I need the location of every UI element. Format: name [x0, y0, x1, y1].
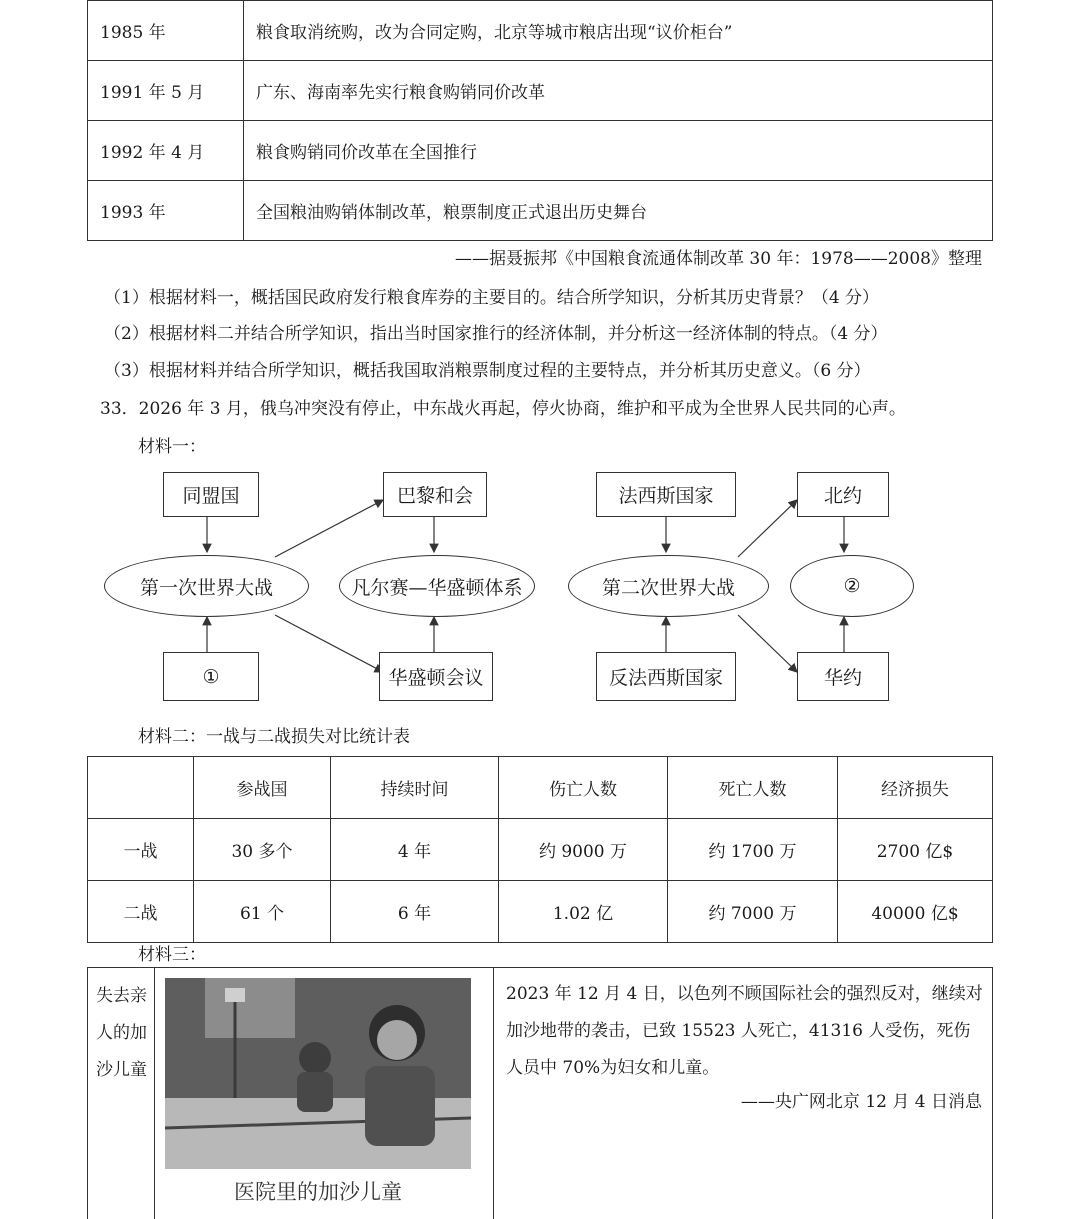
year-cell: 1992 年 4 月	[88, 121, 244, 181]
row-label: 一战	[88, 819, 194, 881]
paris-conference-box: 巴黎和会	[383, 472, 487, 517]
news-source: ——央广网北京 12 月 4 日消息	[740, 1092, 982, 1112]
table-cell: 6 年	[331, 881, 499, 943]
table-row	[88, 819, 993, 881]
news-text: 2023 年 12 月 4 日，以色列不顾国际社会的强烈反对，继续对加沙地带的袭击，已致 15523 人死亡，41316 人受伤，死伤人员中 70%为妇女和儿童。	[506, 984, 983, 1078]
fascist-states-box: 法西斯国家	[596, 472, 736, 517]
gaza-children-photo	[165, 978, 471, 1169]
table-cell: 约 9000 万	[499, 819, 668, 881]
table-cell: 30 多个	[194, 819, 331, 881]
header-cell: 参战国	[194, 757, 331, 819]
washington-conference-box: 华盛顿会议	[379, 652, 493, 701]
material3-label: 材料三：	[138, 945, 206, 965]
question-1: （1）根据材料一，概括国民政府发行粮食库券的主要目的。结合所学知识，分析其历史背景？（4 分）	[104, 288, 880, 308]
anti-fascist-states-box: 反法西斯国家	[596, 652, 736, 701]
year-cell: 1991 年 5 月	[88, 61, 244, 121]
table-cell: 4 年	[331, 819, 499, 881]
event-cell: 全国粮油购销体制改革，粮票制度正式退出历史舞台	[244, 181, 993, 241]
header-cell: 经济损失	[838, 757, 993, 819]
table-row	[88, 881, 993, 943]
event-cell: 粮食取消统购，改为合同定购，北京等城市粮店出现“议价柜台”	[244, 1, 993, 61]
year-cell: 1985 年	[88, 1, 244, 61]
war-loss-table	[87, 756, 993, 943]
material2-label: 材料二：一战与二战损失对比统计表	[138, 727, 410, 747]
versailles-washington-oval: 凡尔赛—华盛顿体系	[339, 555, 535, 617]
divider	[493, 968, 494, 1219]
allies-box: 同盟国	[163, 472, 259, 517]
event-cell: 广东、海南率先实行粮食购销同价改革	[244, 61, 993, 121]
header-cell: 死亡人数	[668, 757, 838, 819]
photo-illustration	[165, 978, 471, 1169]
table-cell: 2700 亿$	[838, 819, 993, 881]
blank-1-box: ①	[163, 652, 259, 701]
table-cell: 1.02 亿	[499, 881, 668, 943]
ww2-oval: 第二次世界大战	[568, 555, 769, 617]
table-header-row	[88, 757, 993, 819]
table-cell: 61 个	[194, 881, 331, 943]
side-title: 失去亲人的加沙儿童	[96, 986, 147, 1080]
row-label: 二战	[88, 881, 194, 943]
table-cell: 40000 亿$	[838, 881, 993, 943]
header-cell	[88, 757, 194, 819]
photo-caption: 医院里的加沙儿童	[165, 1171, 471, 1213]
year-cell: 1993 年	[88, 181, 244, 241]
question-3: （3）根据材料并结合所学知识，概括我国取消粮票制度过程的主要特点，并分析其历史意义。（6 分）	[104, 361, 871, 381]
question-2: （2）根据材料二并结合所学知识，指出当时国家推行的经济体制，并分析这一经济体制的特点。（4 分）	[104, 324, 888, 344]
warsaw-pact-box: 华约	[797, 652, 889, 701]
header-cell: 伤亡人数	[499, 757, 668, 819]
ww1-oval: 第一次世界大战	[104, 555, 309, 617]
divider	[154, 968, 155, 1219]
question-33: 33．2026 年 3 月，俄乌冲突没有停止，中东战火再起，停火协商，维护和平成为全世界人民共同的心声。	[100, 399, 906, 419]
source-note: ——据聂振邦《中国粮食流通体制改革 30 年：1978——2008》整理	[455, 249, 982, 269]
table-cell: 约 7000 万	[668, 881, 838, 943]
nato-box: 北约	[797, 472, 889, 517]
material3-box	[87, 967, 993, 1219]
blank-2-oval: ②	[790, 555, 914, 617]
material1-label: 材料一：	[138, 437, 206, 457]
header-cell: 持续时间	[331, 757, 499, 819]
event-cell: 粮食购销同价改革在全国推行	[244, 121, 993, 181]
table-cell: 约 1700 万	[668, 819, 838, 881]
